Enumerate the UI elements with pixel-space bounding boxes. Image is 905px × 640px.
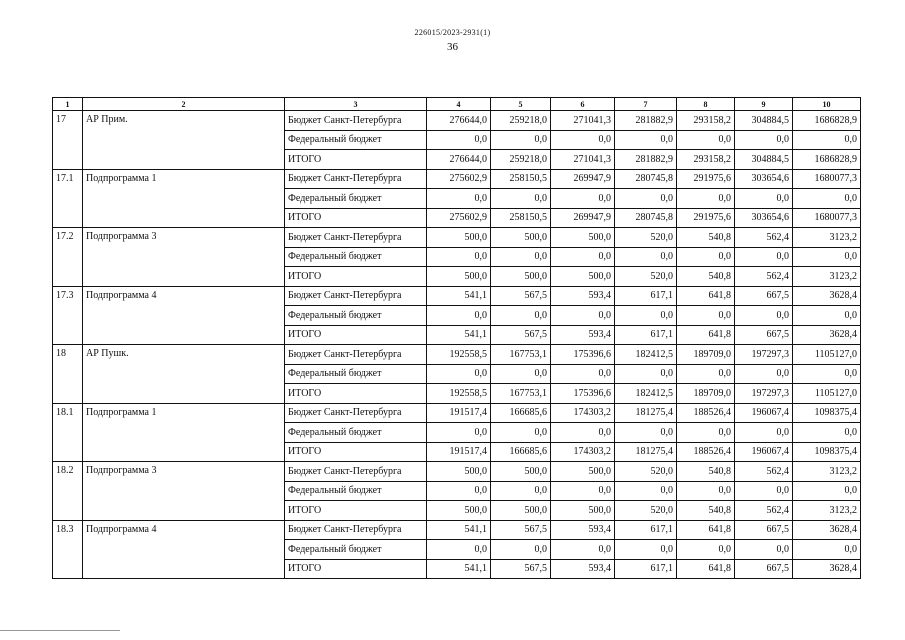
- value-cell-col-6: 0,0: [551, 130, 615, 150]
- value-cell-col-10: 0,0: [793, 247, 861, 267]
- value-cell-col-10: 1686828,9: [793, 111, 861, 131]
- value-cell-col-8: 291975,6: [677, 169, 735, 189]
- value-cell-col-8: 540,8: [677, 462, 735, 482]
- value-cell-col-5: 258150,5: [491, 169, 551, 189]
- table-body: [53, 111, 861, 579]
- value-cell-col-5: 166685,6: [491, 403, 551, 423]
- value-cell-col-10: 1686828,9: [793, 150, 861, 170]
- document-id: 226015/2023-2931(1): [414, 28, 491, 37]
- value-cell-col-9: 667,5: [735, 559, 793, 579]
- value-cell-col-10: 3628,4: [793, 520, 861, 540]
- value-cell-col-10: 3123,2: [793, 228, 861, 248]
- value-cell-col-7: 520,0: [615, 228, 677, 248]
- value-cell-col-7: 520,0: [615, 501, 677, 521]
- value-cell-col-9: 0,0: [735, 247, 793, 267]
- funding-source: Федеральный бюджет: [285, 130, 427, 150]
- value-cell-col-4: 0,0: [427, 130, 491, 150]
- row-number: 17.1: [53, 169, 83, 228]
- value-cell-col-7: 182412,5: [615, 384, 677, 404]
- value-cell-col-5: 0,0: [491, 364, 551, 384]
- value-cell-col-4: 191517,4: [427, 442, 491, 462]
- value-cell-col-6: 0,0: [551, 423, 615, 443]
- funding-source: ИТОГО: [285, 501, 427, 521]
- value-cell-col-6: 271041,3: [551, 111, 615, 131]
- value-cell-col-10: 1105127,0: [793, 345, 861, 365]
- funding-source: Бюджет Санкт-Петербурга: [285, 403, 427, 423]
- value-cell-col-6: 269947,9: [551, 169, 615, 189]
- table-row: [53, 403, 861, 423]
- value-cell-col-10: 3123,2: [793, 501, 861, 521]
- value-cell-col-9: 303654,6: [735, 208, 793, 228]
- column-header-3: 3: [285, 98, 427, 111]
- program-name: АР Прим.: [83, 111, 285, 170]
- value-cell-col-8: 0,0: [677, 247, 735, 267]
- value-cell-col-7: 0,0: [615, 364, 677, 384]
- funding-source: Федеральный бюджет: [285, 540, 427, 560]
- value-cell-col-4: 500,0: [427, 501, 491, 521]
- column-header-2: 2: [83, 98, 285, 111]
- value-cell-col-9: 562,4: [735, 228, 793, 248]
- table-row: [53, 228, 861, 248]
- value-cell-col-9: 667,5: [735, 286, 793, 306]
- value-cell-col-9: 197297,3: [735, 384, 793, 404]
- value-cell-col-4: 0,0: [427, 540, 491, 560]
- program-name: Подпрограмма 1: [83, 169, 285, 228]
- value-cell-col-4: 191517,4: [427, 403, 491, 423]
- value-cell-col-4: 276644,0: [427, 150, 491, 170]
- value-cell-col-5: 567,5: [491, 520, 551, 540]
- value-cell-col-6: 0,0: [551, 481, 615, 501]
- header-row: [53, 98, 861, 111]
- value-cell-col-8: 641,8: [677, 286, 735, 306]
- value-cell-col-5: 500,0: [491, 228, 551, 248]
- value-cell-col-7: 0,0: [615, 540, 677, 560]
- value-cell-col-7: 280745,8: [615, 169, 677, 189]
- table-row: [53, 111, 861, 131]
- value-cell-col-8: 188526,4: [677, 403, 735, 423]
- value-cell-col-10: 0,0: [793, 481, 861, 501]
- program-name: Подпрограмма 4: [83, 520, 285, 579]
- value-cell-col-8: 641,8: [677, 559, 735, 579]
- value-cell-col-10: 0,0: [793, 423, 861, 443]
- value-cell-col-6: 0,0: [551, 247, 615, 267]
- value-cell-col-4: 0,0: [427, 423, 491, 443]
- value-cell-col-8: 0,0: [677, 306, 735, 326]
- value-cell-col-4: 0,0: [427, 481, 491, 501]
- funding-source: Бюджет Санкт-Петербурга: [285, 286, 427, 306]
- funding-source: Федеральный бюджет: [285, 364, 427, 384]
- budget-table: [52, 97, 861, 579]
- value-cell-col-4: 0,0: [427, 247, 491, 267]
- row-number: 17: [53, 111, 83, 170]
- funding-source: ИТОГО: [285, 559, 427, 579]
- funding-source: Федеральный бюджет: [285, 423, 427, 443]
- value-cell-col-5: 0,0: [491, 423, 551, 443]
- value-cell-col-5: 0,0: [491, 306, 551, 326]
- value-cell-col-7: 0,0: [615, 423, 677, 443]
- column-header-5: 5: [491, 98, 551, 111]
- column-header-4: 4: [427, 98, 491, 111]
- table-row: [53, 169, 861, 189]
- value-cell-col-8: 188526,4: [677, 442, 735, 462]
- value-cell-col-9: 0,0: [735, 481, 793, 501]
- value-cell-col-6: 174303,2: [551, 442, 615, 462]
- value-cell-col-6: 271041,3: [551, 150, 615, 170]
- value-cell-col-9: 304884,5: [735, 150, 793, 170]
- row-number: 17.3: [53, 286, 83, 345]
- value-cell-col-5: 500,0: [491, 501, 551, 521]
- value-cell-col-10: 1105127,0: [793, 384, 861, 404]
- value-cell-col-10: 3628,4: [793, 325, 861, 345]
- value-cell-col-9: 304884,5: [735, 111, 793, 131]
- row-number: 18.3: [53, 520, 83, 579]
- value-cell-col-9: 0,0: [735, 306, 793, 326]
- value-cell-col-7: 617,1: [615, 520, 677, 540]
- value-cell-col-5: 0,0: [491, 189, 551, 209]
- value-cell-col-7: 281882,9: [615, 150, 677, 170]
- value-cell-col-6: 593,4: [551, 286, 615, 306]
- value-cell-col-9: 0,0: [735, 189, 793, 209]
- value-cell-col-6: 500,0: [551, 228, 615, 248]
- value-cell-col-4: 541,1: [427, 325, 491, 345]
- program-name: АР Пушк.: [83, 345, 285, 404]
- value-cell-col-6: 500,0: [551, 462, 615, 482]
- funding-source: Бюджет Санкт-Петербурга: [285, 169, 427, 189]
- value-cell-col-5: 166685,6: [491, 442, 551, 462]
- value-cell-col-7: 0,0: [615, 306, 677, 326]
- value-cell-col-10: 0,0: [793, 306, 861, 326]
- value-cell-col-9: 667,5: [735, 325, 793, 345]
- value-cell-col-7: 281882,9: [615, 111, 677, 131]
- value-cell-col-10: 1098375,4: [793, 442, 861, 462]
- value-cell-col-5: 567,5: [491, 559, 551, 579]
- value-cell-col-5: 500,0: [491, 462, 551, 482]
- value-cell-col-7: 520,0: [615, 267, 677, 287]
- funding-source: Бюджет Санкт-Петербурга: [285, 520, 427, 540]
- column-header-7: 7: [615, 98, 677, 111]
- value-cell-col-9: 562,4: [735, 501, 793, 521]
- value-cell-col-10: 1098375,4: [793, 403, 861, 423]
- value-cell-col-9: 562,4: [735, 267, 793, 287]
- value-cell-col-8: 0,0: [677, 130, 735, 150]
- value-cell-col-4: 0,0: [427, 364, 491, 384]
- value-cell-col-10: 1680077,3: [793, 169, 861, 189]
- program-name: Подпрограмма 3: [83, 462, 285, 521]
- value-cell-col-10: 3628,4: [793, 559, 861, 579]
- value-cell-col-8: 189709,0: [677, 345, 735, 365]
- value-cell-col-5: 0,0: [491, 247, 551, 267]
- value-cell-col-9: 196067,4: [735, 442, 793, 462]
- program-name: Подпрограмма 4: [83, 286, 285, 345]
- value-cell-col-8: 293158,2: [677, 150, 735, 170]
- value-cell-col-6: 0,0: [551, 364, 615, 384]
- value-cell-col-6: 0,0: [551, 189, 615, 209]
- funding-source: Федеральный бюджет: [285, 481, 427, 501]
- row-number: 18: [53, 345, 83, 404]
- value-cell-col-7: 617,1: [615, 559, 677, 579]
- value-cell-col-9: 0,0: [735, 130, 793, 150]
- table-row: [53, 520, 861, 540]
- value-cell-col-10: 3123,2: [793, 267, 861, 287]
- value-cell-col-5: 259218,0: [491, 150, 551, 170]
- value-cell-col-10: 0,0: [793, 130, 861, 150]
- value-cell-col-4: 500,0: [427, 228, 491, 248]
- footer-rule: [0, 630, 120, 631]
- value-cell-col-8: 540,8: [677, 228, 735, 248]
- value-cell-col-8: 641,8: [677, 520, 735, 540]
- value-cell-col-9: 0,0: [735, 423, 793, 443]
- value-cell-col-10: 3628,4: [793, 286, 861, 306]
- program-name: Подпрограмма 3: [83, 228, 285, 287]
- funding-source: Федеральный бюджет: [285, 189, 427, 209]
- value-cell-col-6: 0,0: [551, 306, 615, 326]
- value-cell-col-7: 0,0: [615, 247, 677, 267]
- value-cell-col-4: 192558,5: [427, 345, 491, 365]
- program-name: Подпрограмма 1: [83, 403, 285, 462]
- value-cell-col-8: 540,8: [677, 501, 735, 521]
- value-cell-col-5: 0,0: [491, 130, 551, 150]
- column-header-6: 6: [551, 98, 615, 111]
- value-cell-col-7: 182412,5: [615, 345, 677, 365]
- value-cell-col-8: 0,0: [677, 364, 735, 384]
- column-header-8: 8: [677, 98, 735, 111]
- funding-source: ИТОГО: [285, 267, 427, 287]
- value-cell-col-6: 593,4: [551, 325, 615, 345]
- funding-source: Федеральный бюджет: [285, 306, 427, 326]
- value-cell-col-4: 500,0: [427, 267, 491, 287]
- row-number: 17.2: [53, 228, 83, 287]
- value-cell-col-8: 0,0: [677, 540, 735, 560]
- funding-source: ИТОГО: [285, 150, 427, 170]
- value-cell-col-5: 259218,0: [491, 111, 551, 131]
- page-number: 36: [447, 41, 458, 53]
- value-cell-col-8: 0,0: [677, 189, 735, 209]
- funding-source: Бюджет Санкт-Петербурга: [285, 462, 427, 482]
- funding-source: ИТОГО: [285, 384, 427, 404]
- value-cell-col-6: 593,4: [551, 520, 615, 540]
- value-cell-col-4: 541,1: [427, 520, 491, 540]
- column-header-9: 9: [735, 98, 793, 111]
- table-row: [53, 286, 861, 306]
- value-cell-col-9: 196067,4: [735, 403, 793, 423]
- value-cell-col-5: 258150,5: [491, 208, 551, 228]
- value-cell-col-6: 593,4: [551, 559, 615, 579]
- funding-source: ИТОГО: [285, 325, 427, 345]
- value-cell-col-7: 181275,4: [615, 403, 677, 423]
- value-cell-col-4: 0,0: [427, 189, 491, 209]
- value-cell-col-10: 0,0: [793, 540, 861, 560]
- funding-source: Бюджет Санкт-Петербурга: [285, 228, 427, 248]
- column-header-1: 1: [53, 98, 83, 111]
- value-cell-col-5: 167753,1: [491, 345, 551, 365]
- value-cell-col-10: 0,0: [793, 189, 861, 209]
- value-cell-col-7: 617,1: [615, 325, 677, 345]
- value-cell-col-6: 175396,6: [551, 384, 615, 404]
- value-cell-col-8: 641,8: [677, 325, 735, 345]
- row-number: 18.1: [53, 403, 83, 462]
- funding-source: Бюджет Санкт-Петербурга: [285, 345, 427, 365]
- value-cell-col-6: 269947,9: [551, 208, 615, 228]
- value-cell-col-5: 567,5: [491, 286, 551, 306]
- value-cell-col-9: 197297,3: [735, 345, 793, 365]
- value-cell-col-8: 291975,6: [677, 208, 735, 228]
- value-cell-col-7: 520,0: [615, 462, 677, 482]
- value-cell-col-4: 275602,9: [427, 169, 491, 189]
- funding-source: ИТОГО: [285, 208, 427, 228]
- value-cell-col-7: 0,0: [615, 189, 677, 209]
- funding-source: Федеральный бюджет: [285, 247, 427, 267]
- value-cell-col-6: 0,0: [551, 540, 615, 560]
- value-cell-col-6: 500,0: [551, 267, 615, 287]
- value-cell-col-9: 667,5: [735, 520, 793, 540]
- value-cell-col-5: 0,0: [491, 540, 551, 560]
- value-cell-col-8: 293158,2: [677, 111, 735, 131]
- value-cell-col-6: 500,0: [551, 501, 615, 521]
- value-cell-col-4: 0,0: [427, 306, 491, 326]
- value-cell-col-8: 540,8: [677, 267, 735, 287]
- value-cell-col-4: 541,1: [427, 286, 491, 306]
- table-row: [53, 462, 861, 482]
- column-header-10: 10: [793, 98, 861, 111]
- value-cell-col-8: 0,0: [677, 423, 735, 443]
- funding-source: ИТОГО: [285, 442, 427, 462]
- value-cell-col-4: 276644,0: [427, 111, 491, 131]
- funding-source: Бюджет Санкт-Петербурга: [285, 111, 427, 131]
- value-cell-col-8: 0,0: [677, 481, 735, 501]
- value-cell-col-5: 567,5: [491, 325, 551, 345]
- value-cell-col-9: 562,4: [735, 462, 793, 482]
- value-cell-col-7: 181275,4: [615, 442, 677, 462]
- value-cell-col-7: 0,0: [615, 130, 677, 150]
- value-cell-col-7: 0,0: [615, 481, 677, 501]
- value-cell-col-9: 303654,6: [735, 169, 793, 189]
- value-cell-col-7: 617,1: [615, 286, 677, 306]
- table-row: [53, 345, 861, 365]
- value-cell-col-10: 0,0: [793, 364, 861, 384]
- value-cell-col-6: 175396,6: [551, 345, 615, 365]
- value-cell-col-10: 1680077,3: [793, 208, 861, 228]
- value-cell-col-4: 192558,5: [427, 384, 491, 404]
- value-cell-col-9: 0,0: [735, 540, 793, 560]
- value-cell-col-5: 0,0: [491, 481, 551, 501]
- value-cell-col-6: 174303,2: [551, 403, 615, 423]
- value-cell-col-4: 500,0: [427, 462, 491, 482]
- row-number: 18.2: [53, 462, 83, 521]
- value-cell-col-5: 167753,1: [491, 384, 551, 404]
- value-cell-col-9: 0,0: [735, 364, 793, 384]
- value-cell-col-4: 275602,9: [427, 208, 491, 228]
- value-cell-col-10: 3123,2: [793, 462, 861, 482]
- value-cell-col-7: 280745,8: [615, 208, 677, 228]
- value-cell-col-8: 189709,0: [677, 384, 735, 404]
- value-cell-col-4: 541,1: [427, 559, 491, 579]
- value-cell-col-5: 500,0: [491, 267, 551, 287]
